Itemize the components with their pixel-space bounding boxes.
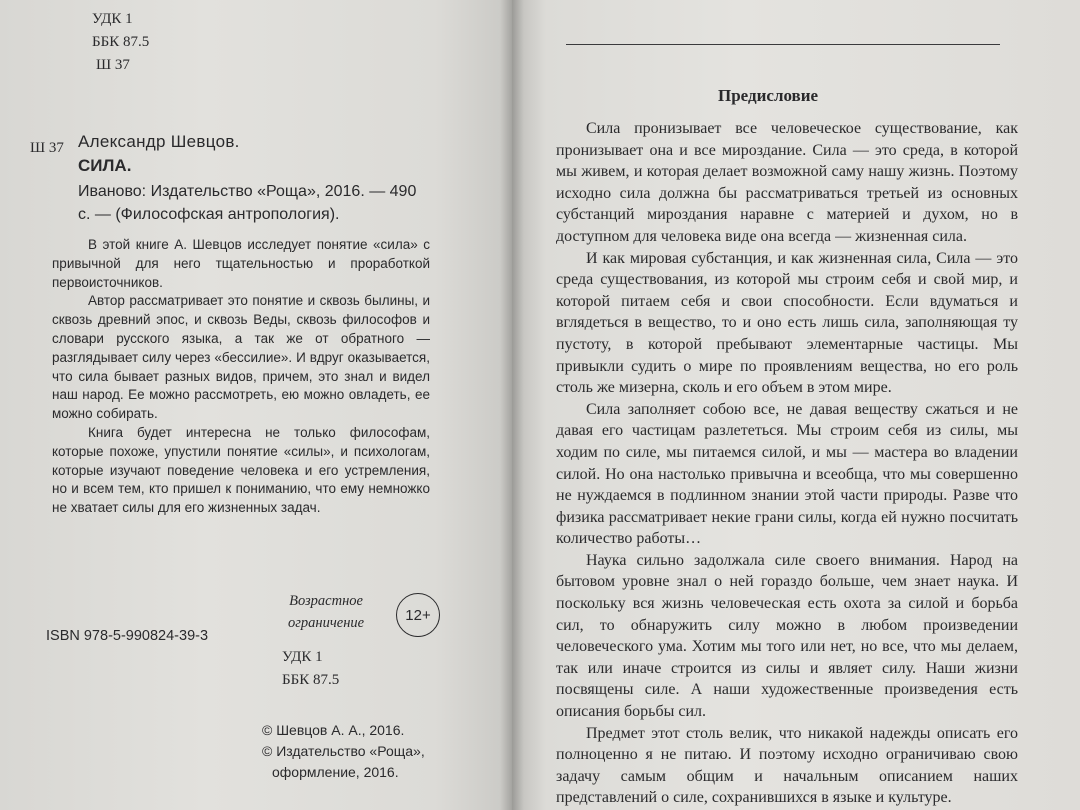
bbk-code: ББК 87.5	[282, 672, 340, 688]
imprint: Иваново: Издательство «Роща», 2016. — 490 с. — (Философская антропология).	[78, 183, 417, 223]
udk-code: УДК 1	[92, 11, 133, 27]
book-gutter	[500, 0, 524, 810]
classification-codes-top	[92, 8, 149, 77]
book-title: СИЛА.	[78, 156, 132, 175]
annotation-paragraph: Книга будет интересна не только философам, которые похоже, упустили понятие «силы», и психологам, которые изучают поведение человека и его устремления, но и всем тем, кто пришел к пониманию, что ему немножко не хватает силы для его жизненных задач.	[52, 424, 430, 516]
annotation	[52, 236, 430, 518]
preface-paragraph: Сила заполняет собою все, не давая веществу сжаться и не давая его частицам разлететься. Мы строим себя из силы, мы ходим по силе, мы питаемся силой, и мы — мастера во владении силой. Но она настолько привычна и всеобща, что мы совершенно не нуждаемся в подлинном знании этой части природы. Разве что физика рассматривает некие грани силы, когда ей нужно посчитать количество работы…	[556, 400, 1018, 548]
age-rating-badge: 12+	[396, 593, 440, 637]
preface-paragraph: Предмет этот столь велик, что никакой надежды описать его полноценно я не питаю. И поэтому исходно ограничиваю свою задачу самым общим и начальным описанием наших представлений о силе, сохранившихся в языке и культуре.	[556, 724, 1018, 807]
author-name: Александр Шевцов.	[78, 132, 240, 151]
left-page	[0, 0, 512, 810]
copyright	[262, 720, 425, 783]
preface-paragraph: Наука сильно задолжала силе своего внимания. Народ на бытовом уровне знал о ней гораздо больше, чем знает наука. И поскольку вся жизнь человеческая есть охота за силой и борьба сил, то обнаружить силу можно в любом произведении человеческого ума. Хотим мы того или нет, но все, что мы делаем, так или иначе строится из силы и являет силу. Наши жизни посвящены силе. А наши художественные произведения есть описания борьбы сил.	[556, 551, 1018, 721]
annotation-paragraph: Автор рассматривает это понятие и сквозь былины, и сквозь древний эпос, и сквозь Веды, сквозь философов и словари русского языка, а так же от обратного — разглядывает силу через «бессилие». И вдруг оказывается, что сила бывает разных видов, причем, это знал и видел наш народ. Ее можно рассмотреть, ею можно овладеть, ее можно собирать.	[52, 293, 430, 422]
age-label-line: ограничение	[288, 615, 365, 631]
copyright-line: © Шевцов А. А., 2016.	[262, 722, 405, 738]
annotation-paragraph: В этой книге А. Шевцов исследует понятие «сила» с привычной для него тщательностью и проработкой первоисточников.	[52, 237, 430, 290]
preface-body	[556, 118, 1018, 809]
preface-paragraph: Сила пронизывает все человеческое существование, как пронизывает она и все мироздание. Сила — это среда, в которой мы живем, и которая делает возможной саму нашу жизнь. Поэтому исходно сила должна бы рассматриваться третьей из основных субстанций мироздания наравне с материей и духом, но в доступном для человека виде она всегда — жизненная сила.	[556, 120, 1018, 245]
author-cipher: Ш 37	[30, 140, 64, 156]
author-cipher-code: Ш 37	[96, 57, 130, 73]
bbk-code: ББК 87.5	[92, 34, 150, 50]
copyright-line: оформление, 2016.	[272, 764, 399, 780]
age-label-line: Возрастное	[289, 593, 363, 609]
udk-code: УДК 1	[282, 649, 323, 665]
age-restriction-label	[288, 590, 364, 634]
isbn: ISBN 978-5-990824-39-3	[46, 628, 209, 644]
preface-heading: Предисловие	[718, 86, 819, 105]
copyright-line: © Издательство «Роща»,	[262, 743, 425, 759]
header-rule	[566, 44, 1000, 45]
classification-codes-bottom	[282, 646, 339, 692]
preface-paragraph: И как мировая субстанция, и как жизненная сила, Сила — это среда существования, из которой мы строим себя и свой мир, и которой питаем себя и свои способности. Если вдуматься и вглядеться в вещество, то и оно есть лишь сила, заполняющая ту пустоту, в которой пребывают элементарные частицы. Мы привыкли судить о мире по проявлениям вещества, но его роль столь же мизерна, сколь и его объем в этом мире.	[556, 249, 1018, 397]
